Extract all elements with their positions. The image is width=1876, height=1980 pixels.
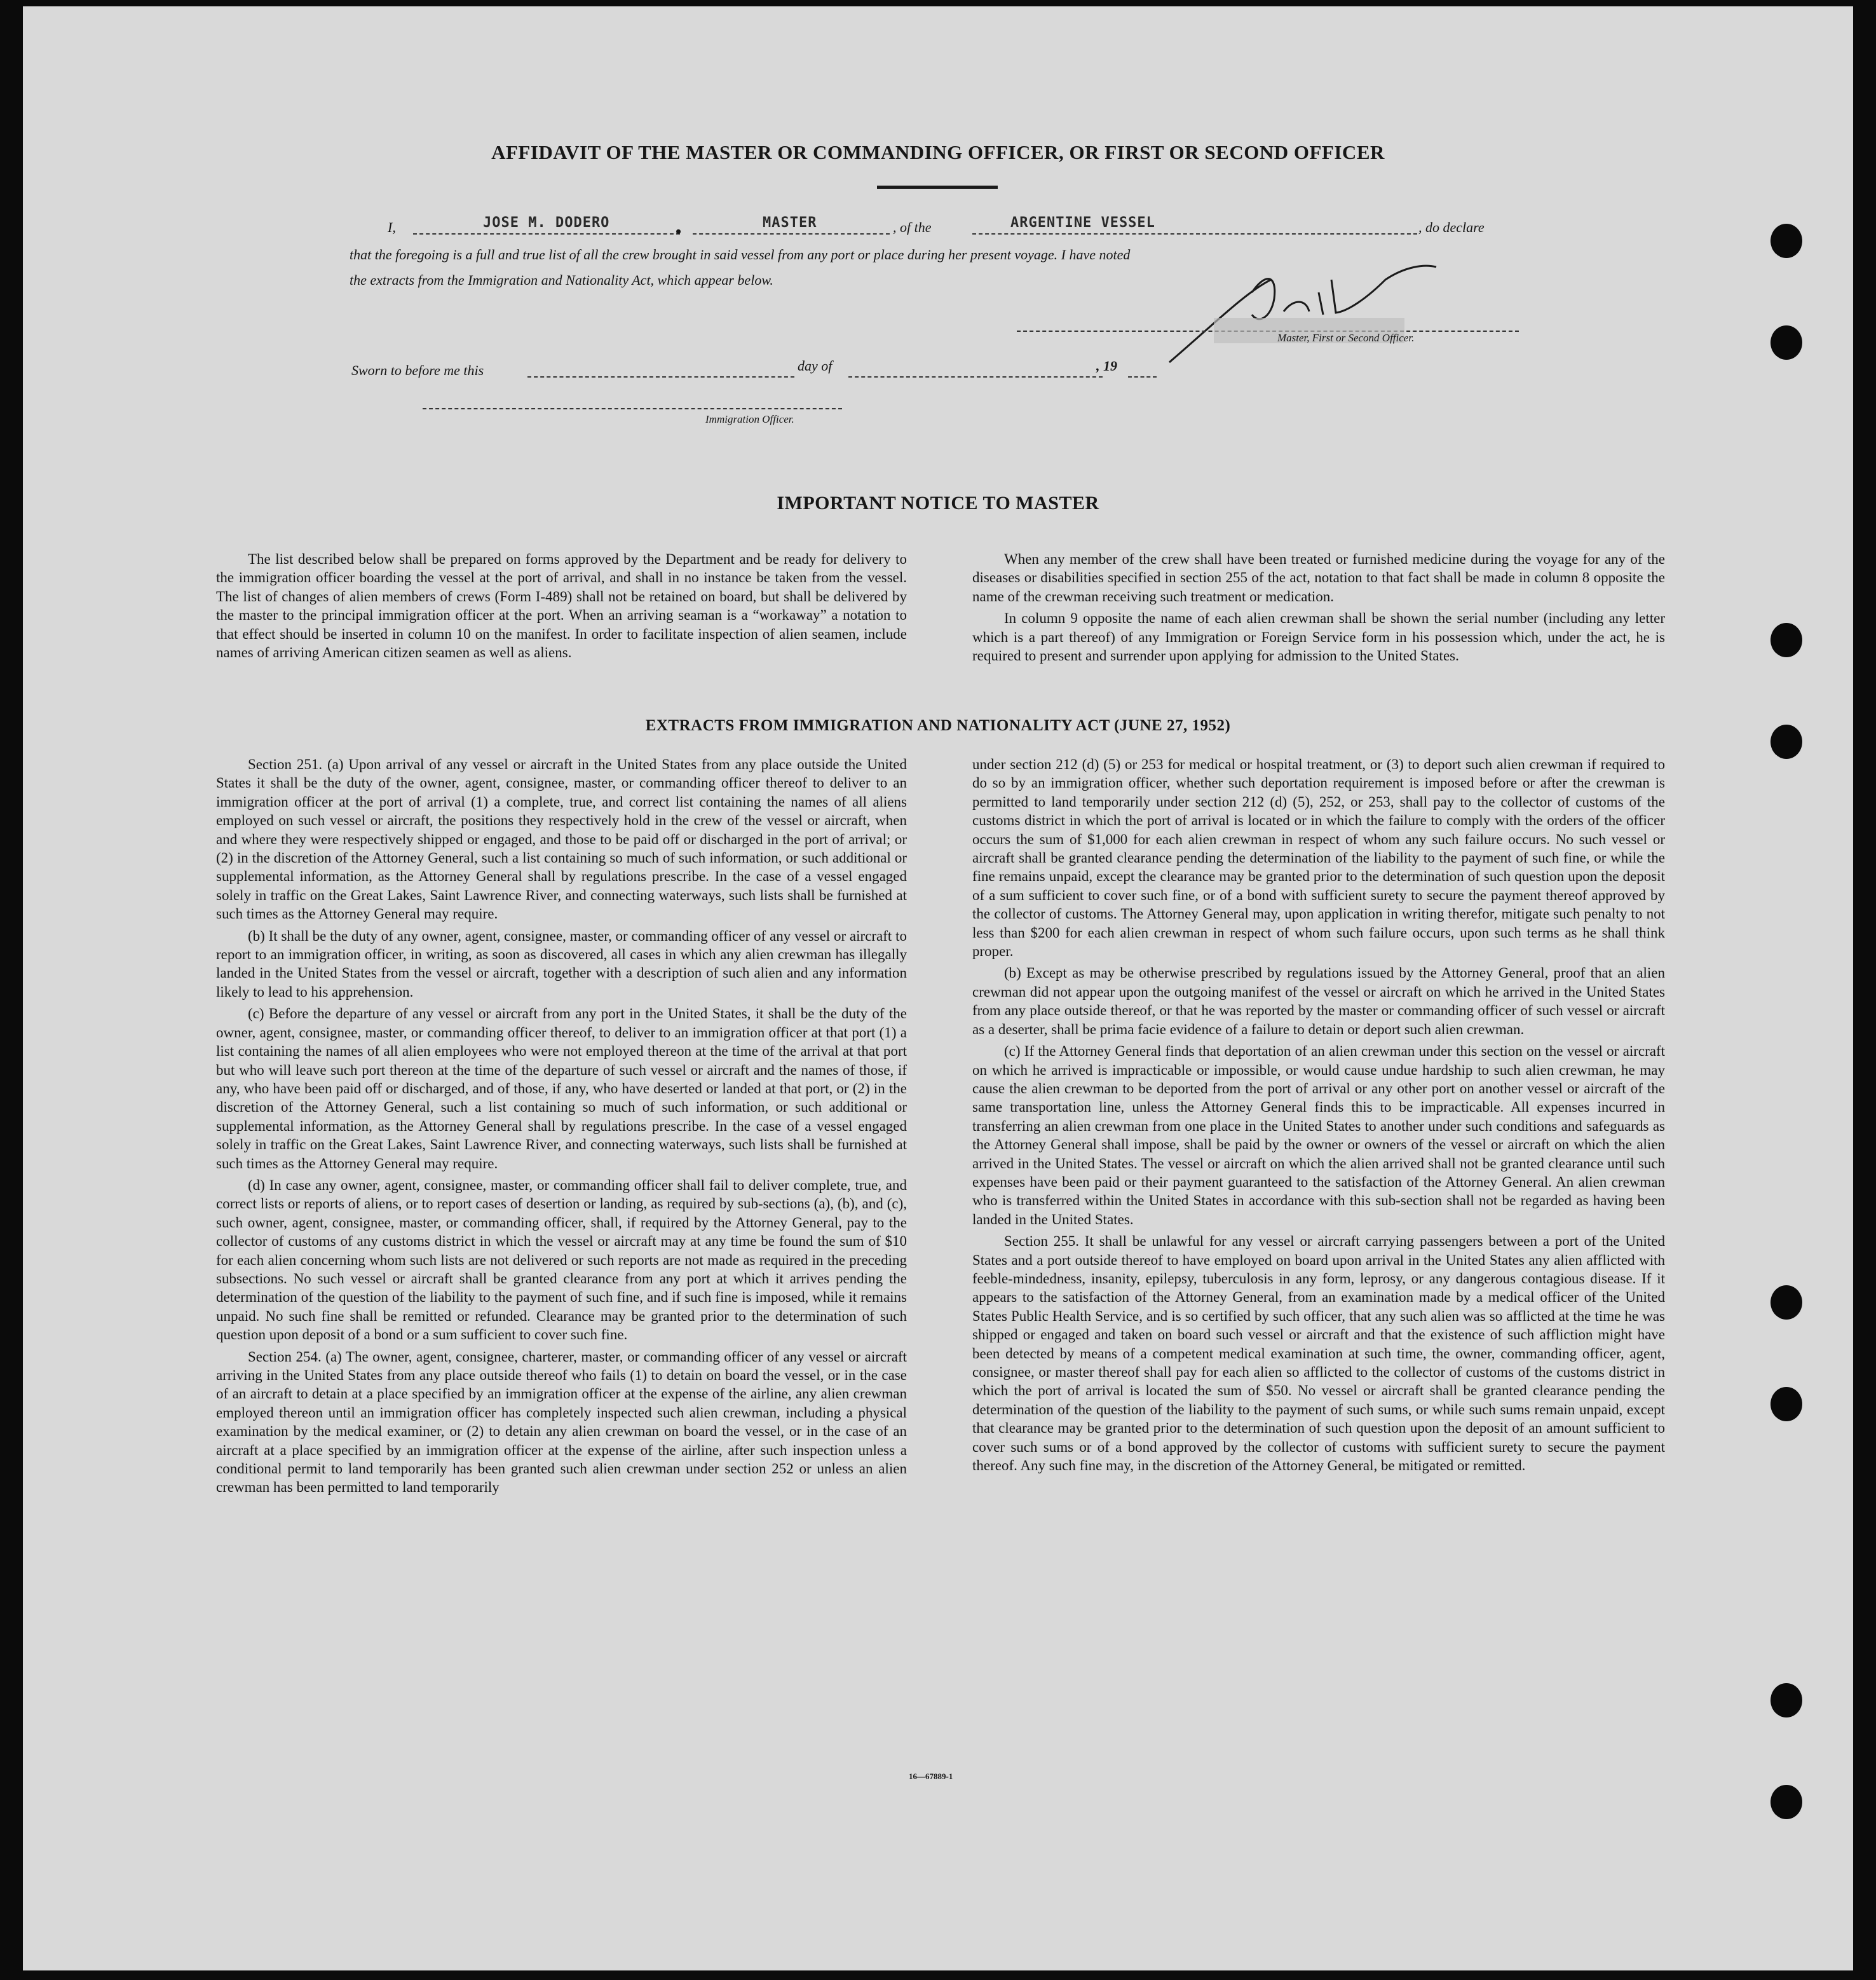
affidavit-title: AFFIDAVIT OF THE MASTER OR COMMANDING OFFICER, OR FIRST OR SECOND OFFICER (491, 141, 1385, 163)
punch-hole (1771, 325, 1802, 360)
extract-paragraph: under section 212 (d) (5) or 253 for medical or hospital treatment, or (3) to deport such alien crewman if required to do so by an immigration officer, whether such deportation requirement is imposed before or after the crewman is permitted to land temporarily under section 212 (d) (5), 252, or 253, shall pay to the collector of customs of the customs district in which the port of arrival is located or in which the failure to comply with the orders of the officer occurs the sum of $1,000 for each alien crewman in respect of whom any such failure occurs. No such vessel or aircraft shall be granted clearance pending the determination of the liability to the payment of such fine, or while the fine remains unpaid, except the clearance may be granted prior to the determination of such question upon the deposit of a sum sufficient to cover such fine, or of a bond with sufficient surety to secure the payment thereof approved by the collector of customs. The Attorney General may, upon application in writing therefor, mitigate such penalty to not less than $200 for each alien crewman in respect of whom such failure occurs, upon such terms as he shall think proper. (972, 756, 1665, 960)
extract-paragraph: (b) It shall be the duty of any owner, agent, consignee, master, or commanding officer of any vessel or aircraft to report to an immigration officer, in writing, as soon as discovered, all cases in which any alien crewman has illegally landed in the United States from the vessel or aircraft, together with a description of such alien and any information likely to lead to his apprehension. (216, 927, 907, 1000)
affidavit-pronoun: I, (388, 219, 396, 235)
sworn-label: Sworn to before me this (351, 362, 484, 378)
rank-line (693, 233, 890, 235)
extract-paragraph: (b) Except as may be otherwise prescribed by regulations issued by the Attorney General, proof that an alien crewman did not appear upon the outgoing manifest of the vessel or aircraft on which he arrived in the United States from any place outside thereof, or that he was reported by the master or commanding officer of such vessel or aircraft as a deserter, shall be prima facie evidence of a failure to detain or deport such alien crewman. (972, 965, 1665, 1037)
affidavit-line-2: that the foregoing is a full and true list of all the crew brought in said vessel from any port or place during her present voyage. I have noted (350, 247, 1131, 263)
immigration-officer-line (423, 408, 842, 409)
year-prefix-label: , 19 (1096, 358, 1117, 374)
extracts-right-column (972, 755, 1665, 1478)
extract-paragraph: (c) If the Attorney General finds that deportation of an alien crewman under this section on the vessel or aircraft on which he arrived is impracticable or impossible, or would cause undue hardship to such alien crewman, he may cause the alien crewman to be deported from the port of arrival or any other port on another vessel or aircraft of the same transportation line, unless the Attorney General finds this to be impracticable. All expenses incurred in transferring an alien crewman from one place in the United States to another under such conditions and safeguards as the Attorney General shall impose, shall be paid by the owner or owners of the vessel or aircraft on which the alien arrived in the United States. The vessel or aircraft on which the alien arrived shall not be granted clearance until such expenses have been paid or their payment guaranteed to the satisfaction of the Attorney General. An alien crewman who is transferred within the United States in accordance with this sub-section shall not be regarded as having been landed in the United States. (972, 1043, 1665, 1227)
rank-field: MASTER (763, 215, 817, 231)
of-the-label: , of the (893, 219, 932, 235)
notice-paragraph: When any member of the crew shall have been treated or furnished medicine during the voyage for any of the diseases or disabilities specified in section 255 of the act, notation to that fact shall be made in column 8 opposite the name of the crewman receiving such treatment or medication. (972, 551, 1665, 604)
captain-signature (1157, 254, 1474, 375)
notice-right-column (972, 550, 1665, 668)
officer-caption: Immigration Officer. (705, 413, 794, 425)
name-line (413, 233, 680, 235)
extract-paragraph: (c) Before the departure of any vessel or aircraft from any port in the United States, it shall be the duty of the owner, agent, consignee, master, or commanding officer thereof, to deliver to an immigration officer at that port (1) a list containing the names of all alien employees who were not employed thereon at the time of the arrival at that port but who will leave such port thereon at the time of the departure of such vessel or aircraft and the names of those, if any, who have been paid off or discharged, and of those, if any, who have deserted or landed at that port, or (2) in the discretion of the Attorney General, such a list containing so much of such information, or such additional or supplemental information, as the Attorney General shall by regulations prescribe. In the case of a vessel engaged solely in traffic on the Great Lakes, Saint Lawrence River, and connecting waterways, such lists shall be furnished at such times as the Attorney General may require. (216, 1006, 907, 1171)
notice-title: IMPORTANT NOTICE TO MASTER (777, 493, 1099, 514)
punch-hole (1771, 1785, 1802, 1819)
title-rule (877, 186, 998, 189)
notice-left-column (216, 550, 907, 665)
master-name-field: JOSE M. DODERO (483, 215, 610, 231)
extract-paragraph: (d) In case any owner, agent, consignee, master, or commanding officer shall fail to deliver complete, true, and correct lists or reports of aliens, or to report cases of desertion or landing, as required by sub-sections (a), (b), and (c), such owner, agent, consignee, master, or commanding officer, shall, if required by the Attorney General, pay to the collector of customs of any customs district in which the vessel or aircraft may at any time be found the sum of $10 for each alien concerning whom such lists are not delivered or such reports are not made as required in the preceding subsections. No such vessel or aircraft shall be granted clearance from any port at which it arrives pending the determination of the question of the liability to the payment of such fine, and if such fine is imposed, while it remains unpaid. No such fine shall be remitted or refunded. Clearance may be granted prior to the determination of such question upon deposit of a bond or a sum sufficient to cover such fine. (216, 1177, 907, 1343)
vessel-field: ARGENTINE VESSEL (1010, 215, 1155, 231)
notice-paragraph: In column 9 opposite the name of each alien crewman shall be shown the serial number (including any letter which is a part thereof) of any Immigration or Foreign Service form in his possession which, under the act, he is required to present and surrender upon applying for admission to the United States. (972, 610, 1665, 664)
punch-hole (1771, 1683, 1802, 1717)
extract-paragraph: Section 251. (a) Upon arrival of any vessel or aircraft in the United States from any place outside the United States it shall be the duty of the owner, agent, consignee, master, or commanding officer thereof to deliver to an immigration officer at the port of arrival (1) a complete, true, and correct list containing the names of all aliens employed on such vessel or aircraft, the positions they respectively hold in the crew of the vessel or aircraft, when and where they were respectively shipped or engaged, and those to be paid off or discharged in the port of arrival; or (2) in the discretion of the Attorney General, such a list containing so much of such information, or such additional or supplemental information, as the Attorney General shall by regulations prescribe. In the case of a vessel engaged solely in traffic on the Great Lakes, Saint Lawrence River, and connecting waterways, such lists shall be furnished at such times as the Attorney General may require. (216, 756, 907, 922)
day-of-label: day of (798, 358, 833, 374)
vessel-line (972, 233, 1417, 235)
punch-hole (1771, 1387, 1802, 1421)
extract-paragraph: Section 255. It shall be unlawful for any vessel or aircraft carrying passengers between a port of the United States and a port outside thereof to have employed on board upon arrival in the United States any alien afflicted with feeble-mindedness, insanity, epilepsy, tuberculosis in any form, leprosy, or any dangerous contagious disease. If it appears to the satisfaction of the Attorney General, from an examination made by a medical officer of the United States Public Health Service, and is so certified by such officer, that any such alien was so afflicted at the time he was shipped or engaged and taken on board such vessel or aircraft and that the existence of such affliction might have been detected by means of a competent medical examination at such time, the owner, commanding officer, agent, consignee, or master thereof shall pay for each alien so afflicted to the collector of customs of the customs district in which the port of arrival is located the sum of $50. No vessel or aircraft shall be granted clearance pending the determination of the question of the liability to the payment of such sums, or while such sums remain unpaid, except that clearance may be granted prior to the determination of such question upon the deposit of an amount sufficient to cover such sums or of a bond approved by the collector of customs with sufficient surety to secure the payment thereof. Any such fine may, in the discretion of the Attorney General, be mitigated or remitted. (972, 1233, 1665, 1474)
bullet-mark: • (676, 222, 682, 241)
sworn-month-line (848, 376, 1103, 378)
notice-paragraph: The list described below shall be prepared on forms approved by the Department and be ready for delivery to the immigration officer boarding the vessel at the port of arrival, and shall in no instance be taken from the vessel. The list of changes of alien members of crews (Form I-489) shall not be retained on board, but shall be delivered by the master to the principal immigration officer at the port. When an arriving seaman is a “workaway” a notation to that effect should be inserted in column 10 on the manifest. In order to facilitate inspection of alien seamen, include names of arriving American citizen seamen as well as aliens. (216, 551, 907, 661)
punch-hole (1771, 1285, 1802, 1320)
extracts-title: EXTRACTS FROM IMMIGRATION AND NATIONALITY ACT (JUNE 27, 1952) (645, 717, 1231, 734)
sworn-year-line (1128, 376, 1157, 378)
sworn-day-line (527, 376, 794, 378)
form-code: 16—67889-1 (909, 1772, 953, 1781)
punch-hole (1771, 224, 1802, 258)
punch-hole (1771, 623, 1802, 657)
extracts-left-column (216, 755, 907, 1500)
signature-caption: Master, First or Second Officer. (1277, 332, 1415, 344)
affidavit-line-3: the extracts from the Immigration and Nationality Act, which appear below. (350, 272, 773, 288)
extract-paragraph: Section 254. (a) The owner, agent, consignee, charterer, master, or commanding officer of any vessel or aircraft arriving in the United States from any place outside thereof who fails (1) to detain on board the vessel, or in the case of an aircraft to detain at a place specified by an immigration officer at the expense of the airline, any alien crewman employed thereon until an immigration officer has completely inspected such alien crewman, including a physical examination by the medical examiner, or (2) to detain any alien crewman on board the vessel, or in the case of an aircraft at a place specified by an immigration officer at the expense of the airline, after such inspection unless a conditional permit to land temporarily has been granted such alien crewman under section 252 or unless an alien crewman has been permitted to land temporarily (216, 1348, 907, 1496)
do-declare-label: , do declare (1418, 219, 1485, 235)
